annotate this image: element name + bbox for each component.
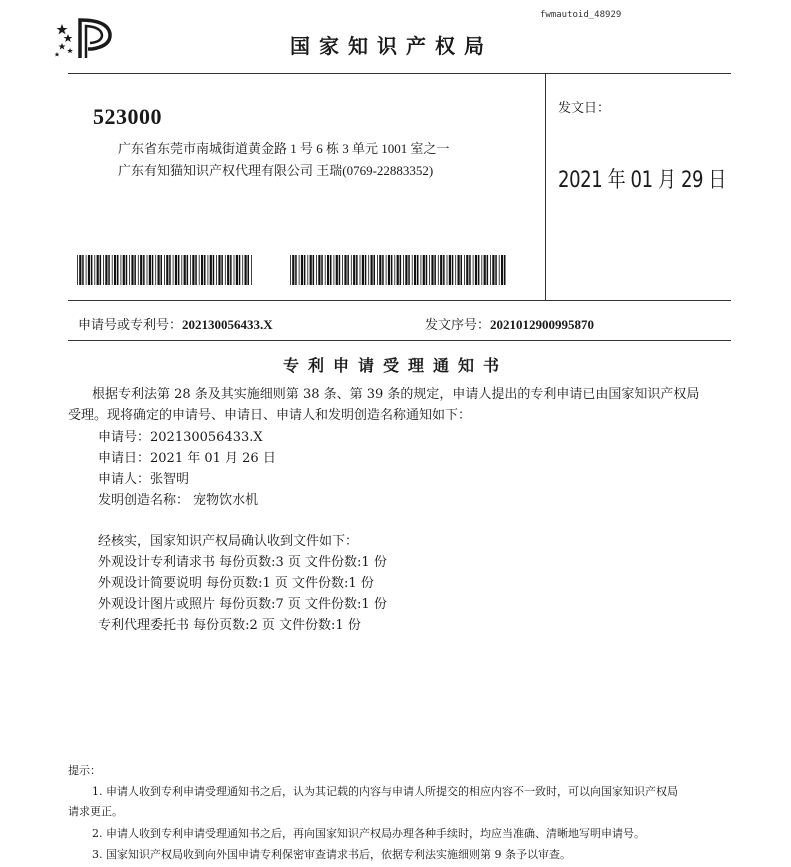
application-date: 申请日：2021 年 01 月 26 日 [98,451,276,466]
received-file: 外观设计简要说明 每份页数:1 页 文件份数:1 份 [98,576,374,591]
recipient-address: 广东省东莞市南城街道黄金路 1 号 6 栋 3 单元 1001 室之一 [118,141,450,156]
tip-3: 3. 国家知识产权局收到向外国申请专利保密审查请求书后，依据专利法实施细则第 9 条予以审查。 [92,848,571,861]
issue-date-divider [545,73,546,300]
issue-date: 2021 年 01 月 29 日 [558,168,727,193]
reference-bottom-divider [68,340,731,341]
received-file: 外观设计图片或照片 每份页数:7 页 文件份数:1 份 [98,597,387,612]
document-id: fwmautoid_48929 [540,10,622,20]
serial-number-value: 2021012900995870 [490,317,595,332]
serial-number-label: 发文序号： [425,318,491,333]
invention-title: 发明创造名称： 宠物饮水机 [98,493,259,508]
notice-title: 专利申请受理通知书 [282,356,508,375]
barcode-right [290,255,508,285]
barcode-left [77,255,254,285]
applicant: 申请人：张智明 [98,472,190,487]
tip-1-continued: 请求更正。 [68,805,123,818]
issue-date-label: 发文日： [558,101,611,116]
received-intro: 经核实，国家知识产权局确认收到文件如下： [98,534,359,549]
tip-1: 1. 申请人收到专利申请受理通知书之后，认为其记载的内容与申请人所提交的相应内容不一致时，可以向国家知识产权局 [92,785,678,798]
intro-line-2: 受理。现将确定的申请号、申请日、申请人和发明创造名称通知如下： [68,408,472,423]
serial-number-line [425,314,594,333]
office-name: 国家知识产权局 [290,34,493,58]
received-file: 外观设计专利请求书 每份页数:3 页 文件份数:1 份 [98,555,387,570]
postcode: 523000 [93,104,162,129]
tips-label: 提示： [68,764,101,777]
intro-line-1: 根据专利法第 28 条及其实施细则第 38 条、第 39 条的规定，申请人提出的专利申请已由国家知识产权局 [92,387,700,402]
cnipa-logo-icon [54,16,116,60]
application-number: 申请号：202130056433.X [98,430,263,445]
application-number-value: 202130056433.X [182,317,273,332]
reference-top-divider [68,300,731,301]
application-number-line [78,314,273,333]
header-divider [68,73,731,74]
application-number-label: 申请号或专利号： [78,318,183,333]
recipient-agency: 广东有知猫知识产权代理有限公司 王瑞(0769-22883352) [118,163,434,178]
tip-2: 2. 申请人收到专利申请受理通知书之后，再向国家知识产权局办理各种手续时，均应当准确、清晰地写明申请号。 [92,827,645,840]
received-file: 专利代理委托书 每份页数:2 页 文件份数:1 份 [98,618,361,633]
